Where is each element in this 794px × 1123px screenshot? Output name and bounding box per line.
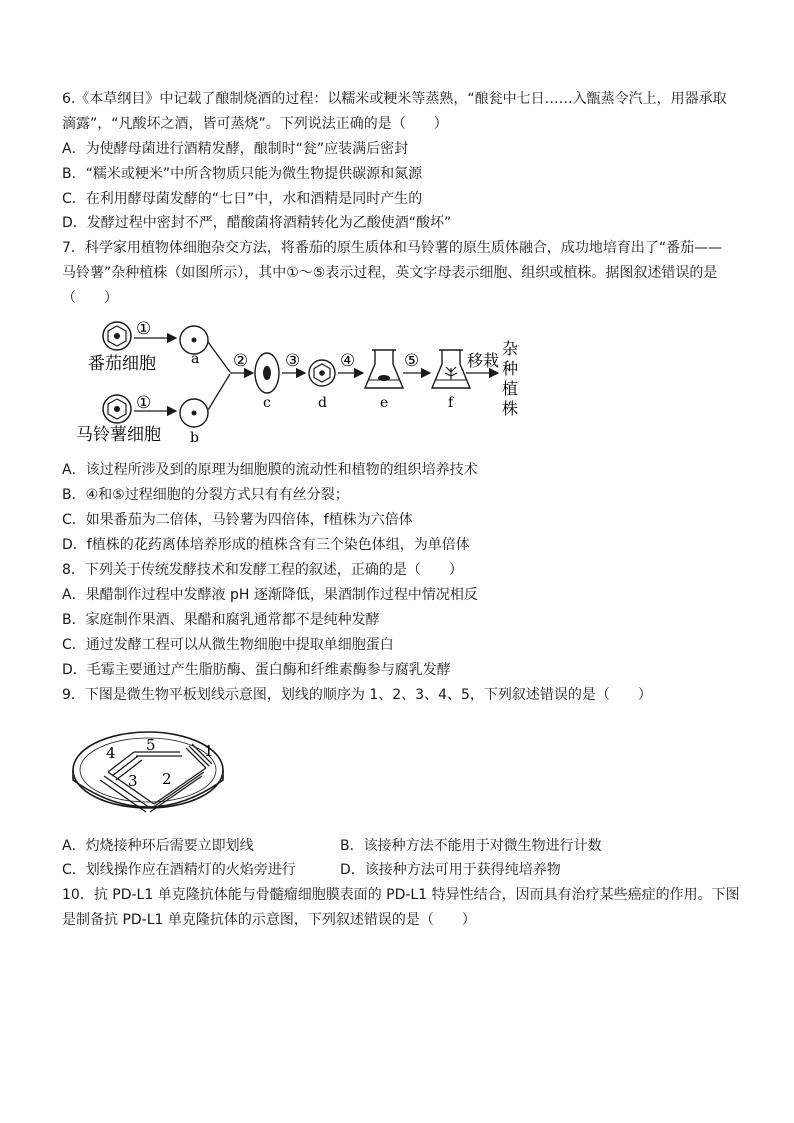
q8-option-a: A．果醋制作过程中发酵液 pH 逐渐降低，果酒制作过程中情况相反: [62, 587, 478, 603]
q7-stem-line2: 马铃薯”杂种植株（如图所示），其中①～⑤表示过程，英文字母表示细胞、组织或植株。据图叙述错误的是: [62, 265, 718, 281]
q7-option-b: B．④和⑤过程细胞的分裂方式只有有丝分裂；: [62, 487, 349, 503]
hybrid-plant-label-2: 种: [502, 359, 519, 378]
q9-option-b: B．该接种方法不能用于对微生物进行计数: [340, 838, 602, 854]
label-b: b: [190, 430, 199, 446]
q6-option-b: B．“糯米或粳米”中所含物质只能为微生物提供碳源和氮源: [62, 166, 423, 182]
q9-stem: 9．下图是微生物平板划线示意图，划线的顺序为 1、2、3、4、5，下列叙述错误的是（ ）: [62, 687, 652, 703]
q7-stem-line3: （ ）: [62, 290, 118, 306]
streak-number-1: 1: [204, 742, 214, 760]
tomato-cell-icon: [103, 322, 131, 350]
q7-stem-line1: 7．科学家用植物体细胞杂交方法，将番茄的原生质体和马铃薯的原生质体融合，成功地培育出了“番茄——: [62, 240, 723, 256]
flask-e-icon: [365, 350, 403, 388]
hybrid-plant-label-1: 杂: [502, 339, 519, 358]
flask-f-icon: [432, 350, 470, 388]
q7-step1-bottom: ①: [136, 393, 152, 413]
q7-fusion-diagram: [70, 312, 540, 452]
q7-step1-top: ①: [136, 319, 152, 339]
q10-stem-line2: 是制备抗 PD-L1 单克隆抗体的示意图，下列叙述错误的是（ ）: [62, 912, 476, 928]
q8-stem: 8．下列关于传统发酵技术和发酵工程的叙述，正确的是（ ）: [62, 562, 463, 578]
streak-number-4: 4: [106, 744, 116, 762]
q7-step5: ⑤: [404, 351, 420, 371]
q7-option-d: D．f植株的花药离体培养形成的植株含有三个染色体组，为单倍体: [62, 537, 470, 553]
q6-stem-line1: 6.《本草纲目》中记载了酿制烧酒的过程：以糯米或粳米等蒸熟，“酿瓮中七日……入甑蒸令汽上，用器承取: [62, 91, 727, 107]
label-c: c: [263, 395, 271, 411]
q9-option-a: A．灼烧接种环后需要立即划线: [62, 838, 254, 854]
label-a: a: [191, 351, 200, 367]
q9-petri-dish-diagram: [68, 718, 228, 822]
q7-step4: ④: [340, 351, 356, 371]
q7-option-a: A．该过程所涉及到的原理为细胞膜的流动性和植物的组织培养技术: [62, 462, 478, 478]
streak-number-2: 2: [162, 770, 172, 788]
q7-step3: ③: [285, 351, 301, 371]
potato-cell-icon: [103, 395, 131, 423]
q10-stem-line1: 10．抗 PD-L1 单克隆抗体能与骨髓瘤细胞膜表面的 PD-L1 特异性结合，因而具有治疗某些癌症的作用。下图: [62, 887, 740, 903]
q8-option-d: D．毛霉主要通过产生脂肪酶、蛋白酶和纤维素酶参与腐乳发酵: [62, 662, 451, 678]
q6-stem-line2: 滴露”，“凡酸坏之酒，皆可蒸烧”。下列说法正确的是（ ）: [62, 116, 448, 132]
q6-option-d: D．发酵过程中密封不严，醋酸菌将酒精转化为乙酸使酒“酸坏”: [62, 215, 452, 231]
streak-number-3: 3: [128, 772, 138, 790]
q9-option-d: D．该接种方法可用于获得纯培养物: [340, 862, 561, 878]
transplant-label: 移栽: [467, 351, 500, 370]
label-d: d: [318, 395, 327, 411]
q8-option-c: C．通过发酵工程可以从微生物细胞中提取单细胞蛋白: [62, 637, 394, 653]
hybrid-cell-d: [309, 360, 335, 386]
potato-cell-label: 马铃薯细胞: [76, 425, 161, 445]
q8-option-b: B．家庭制作果酒、果醋和腐乳通常都不是纯种发酵: [62, 612, 380, 628]
label-e: e: [380, 395, 389, 411]
hybrid-plant-label-3: 植: [502, 379, 519, 398]
label-f: f: [448, 395, 454, 411]
q7-option-c: C．如果番茄为二倍体，马铃薯为四倍体，f植株为六倍体: [62, 512, 413, 528]
q9-option-c: C．划线操作应在酒精灯的火焰旁进行: [62, 862, 296, 878]
q7-step2: ②: [233, 351, 249, 371]
hybrid-plant-label-4: 株: [502, 399, 519, 418]
q6-option-c: C．在利用酵母菌发酵的“七日”中，水和酒精是同时产生的: [62, 191, 423, 207]
streak-number-5: 5: [146, 736, 156, 754]
q6-option-a: A．为使酵母菌进行酒精发酵，酿制时“瓮”应装满后密封: [62, 141, 409, 157]
tomato-cell-label: 番茄细胞: [88, 354, 156, 374]
